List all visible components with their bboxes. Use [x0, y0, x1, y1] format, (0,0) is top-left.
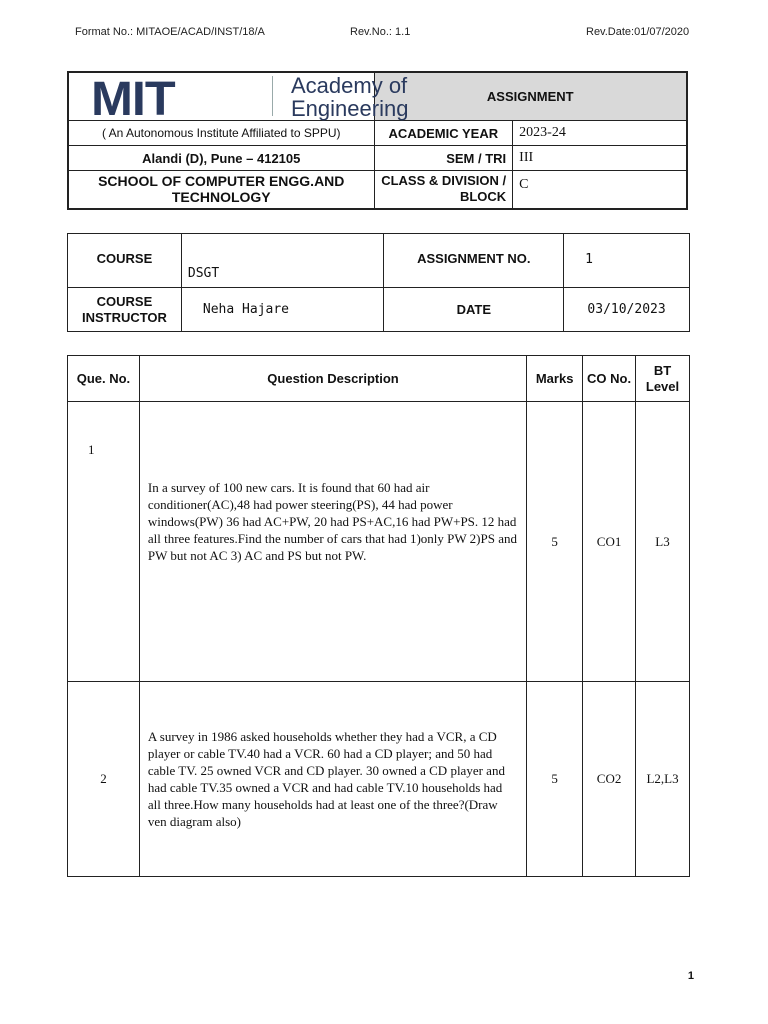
header-co-no: CO No.	[583, 356, 636, 402]
school-name: SCHOOL OF COMPUTER ENGG.AND TECHNOLOGY	[68, 171, 374, 209]
question-co: CO1	[583, 402, 636, 682]
logo-divider	[272, 76, 273, 116]
question-marks: 5	[527, 402, 583, 682]
assignment-no-value: 1	[564, 234, 690, 288]
header-question-description: Question Description	[139, 356, 526, 402]
table-row	[68, 682, 690, 877]
question-marks: 5	[527, 682, 583, 877]
class-value: C	[513, 171, 687, 209]
question-number: 1	[68, 402, 140, 682]
sem-label: SEM / TRI	[374, 146, 513, 171]
revision-number: Rev.No.: 1.1	[350, 26, 411, 38]
date-label: DATE	[384, 288, 564, 332]
question-description: A survey in 1986 asked households whether they had a VCR, a CD player or cable TV.40 had a VCR. 60 had a CD player; and 50 had cable TV. 25 owned VCR and CD player. 30 owned a CD player and had cable TV.35 owned a VCR and had cable TV.10 households had all three.How many households had at least one of the three?(Draw ven diagram also)	[139, 682, 526, 877]
sem-value: III	[513, 146, 687, 171]
assignment-no-label: ASSIGNMENT NO.	[384, 234, 564, 288]
address-text: Alandi (D), Pune – 412105	[68, 146, 374, 171]
course-value: DSGT	[181, 234, 384, 288]
assignment-title: ASSIGNMENT	[374, 72, 687, 121]
revision-date: Rev.Date:01/07/2020	[586, 26, 690, 38]
question-bt-level: L3	[636, 402, 690, 682]
class-label: CLASS & DIVISION / BLOCK	[374, 171, 513, 209]
institute-header-table	[67, 71, 688, 210]
question-description: In a survey of 100 new cars. It is found that 60 had air conditioner(AC),48 had power steering(PS), 44 had power windows(PW) 36 had AC+PW, 20 had PS+AC,16 had PW+PS. 12 had all three features.Find the number of cars that had 1)only PW 2)PS and PW but not AC 3) AC and PS but not PW.	[139, 402, 526, 682]
instructor-label: COURSE INSTRUCTOR	[68, 288, 182, 332]
question-bt-level: L2,L3	[636, 682, 690, 877]
institute-name: Academy of Engineering	[291, 73, 409, 121]
academic-year-value: 2023-24	[513, 121, 687, 146]
header-bt-level: BT Level	[636, 356, 690, 402]
question-co: CO2	[583, 682, 636, 877]
table-row	[68, 402, 690, 682]
course-info-table	[67, 233, 690, 332]
format-number: Format No.: MITAOE/ACAD/INST/18/A	[75, 26, 265, 38]
header-question-no: Que. No.	[68, 356, 140, 402]
date-value: 03/10/2023	[564, 288, 690, 332]
instructor-value: Neha Hajare	[181, 288, 384, 332]
page-number: 1	[687, 970, 694, 982]
mit-logo-text: MIT	[91, 73, 175, 126]
affiliation-text: ( An Autonomous Institute Affiliated to SPPU)	[68, 121, 374, 146]
course-label: COURSE	[68, 234, 182, 288]
questions-table	[67, 355, 690, 877]
academic-year-label: ACADEMIC YEAR	[374, 121, 513, 146]
header-marks: Marks	[527, 356, 583, 402]
question-number: 2	[68, 682, 140, 877]
institute-logo	[68, 72, 409, 126]
